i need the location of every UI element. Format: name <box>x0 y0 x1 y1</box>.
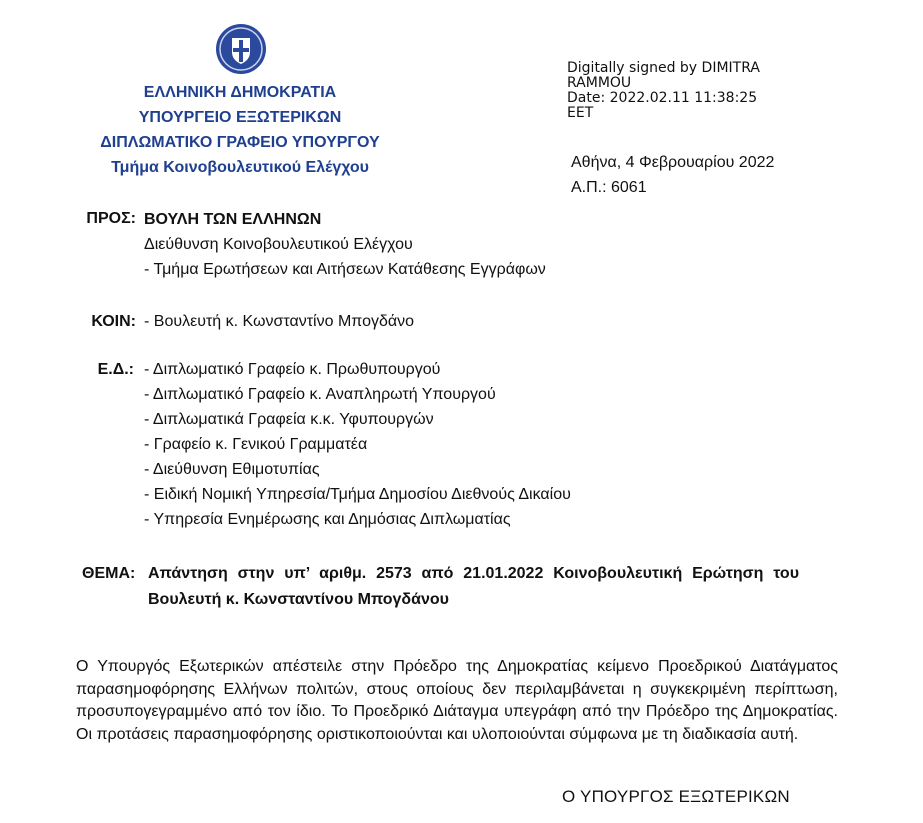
body-line: Ο Υπουργός Εξωτερικών απέστειλε στην Πρόεδρο της Δημοκρατίας κείμενο Προεδρικού Διατάγματος <box>76 658 838 675</box>
signature-line: Date: 2022.02.11 11:38:25 <box>567 90 758 106</box>
recipient-title: ΒΟΥΛΗ ΤΩΝ ΕΛΛΗΝΩΝ <box>144 211 322 228</box>
distribution-line: - Διεύθυνση Εθιμοτυπίας <box>144 461 320 478</box>
internal-distribution-block <box>144 357 571 532</box>
body-line: παρασημοφόρησης Ελλήνων πολιτών, στους οποίους δεν περιλαμβάνεται η συγκεκριμένη περίπτωση, <box>76 680 838 698</box>
recipients-block <box>144 207 546 282</box>
distribution-line: - Διπλωματικό Γραφείο κ. Αναπληρωτή Υπουργού <box>144 386 496 403</box>
header-line-ministry: ΥΠΟΥΡΓΕΙΟ ΕΞΩΤΕΡΙΚΩΝ <box>138 109 342 126</box>
subject-line: Απάντηση στην υπ’ αριθμ. 2573 από 21.01.2022 Κοινοβουλευτική Ερώτηση του <box>148 565 799 582</box>
ministry-header <box>90 80 390 180</box>
signature-line: RAMMOU <box>567 75 632 91</box>
date-block <box>571 150 774 200</box>
koin-block <box>144 309 414 334</box>
minister-signature-title: Ο ΥΠΟΥΡΓΟΣ ΕΞΩΤΕΡΙΚΩΝ <box>562 787 790 806</box>
subject-block <box>148 561 799 613</box>
distribution-line: - Διπλωματικά Γραφεία κ.κ. Υφυπουργών <box>144 411 434 428</box>
koin-line: - Βουλευτή κ. Κωνσταντίνο Μπογδάνο <box>144 313 415 330</box>
distribution-line: - Γραφείο κ. Γενικού Γραμματέα <box>144 436 368 453</box>
koin-label: ΚΟΙΝ: <box>91 313 136 330</box>
document-date: Αθήνα, 4 Φεβρουαρίου 2022 <box>571 154 775 171</box>
body-line: Οι προτάσεις παρασημοφόρησης οριστικοποιούνται και υλοποιούνται σύμφωνα με τη διαδικασία αυτή. <box>76 725 799 743</box>
distribution-line: - Ειδική Νομική Υπηρεσία/Τμήμα Δημοσίου Διεθνούς Δικαίου <box>144 486 571 503</box>
subject-label: ΘΕΜΑ: <box>82 565 136 582</box>
header-line-department: Τμήμα Κοινοβουλευτικού Ελέγχου <box>111 159 369 176</box>
protocol-number: Α.Π.: 6061 <box>571 179 647 196</box>
greek-emblem-icon <box>216 24 266 74</box>
signature-line: EET <box>567 105 594 121</box>
distribution-line: - Υπηρεσία Ενημέρωσης και Δημόσιας Διπλωματίας <box>144 511 511 528</box>
header-line-republic: ΕΛΛΗΝΙΚΗ ΔΗΜΟΚΡΑΤΙΑ <box>143 84 337 101</box>
signature-line: Digitally signed by DIMITRA <box>567 60 760 76</box>
body-paragraph <box>76 656 838 746</box>
pros-label: ΠΡΟΣ: <box>86 210 136 227</box>
distribution-line: - Διπλωματικό Γραφείο κ. Πρωθυπουργού <box>144 361 441 378</box>
recipient-line: - Τμήμα Ερωτήσεων και Αιτήσεων Κατάθεσης Εγγράφων <box>144 261 546 278</box>
header-line-office: ΔΙΠΛΩΜΑΤΙΚΟ ΓΡΑΦΕΙΟ ΥΠΟΥΡΓΟΥ <box>100 134 380 151</box>
digital-signature <box>567 61 797 121</box>
body-line: προσυπογεγραμμένο από τον ίδιο. Το Προεδρικό Διάταγμα υπεγράφη από την Πρόεδρο της Δημοκρατίας. <box>76 703 838 720</box>
subject-line: Βουλευτή κ. Κωνσταντίνου Μπογδάνου <box>148 591 449 608</box>
ed-label: Ε.Δ.: <box>97 361 134 378</box>
recipient-line: Διεύθυνση Κοινοβουλευτικού Ελέγχου <box>144 236 413 253</box>
